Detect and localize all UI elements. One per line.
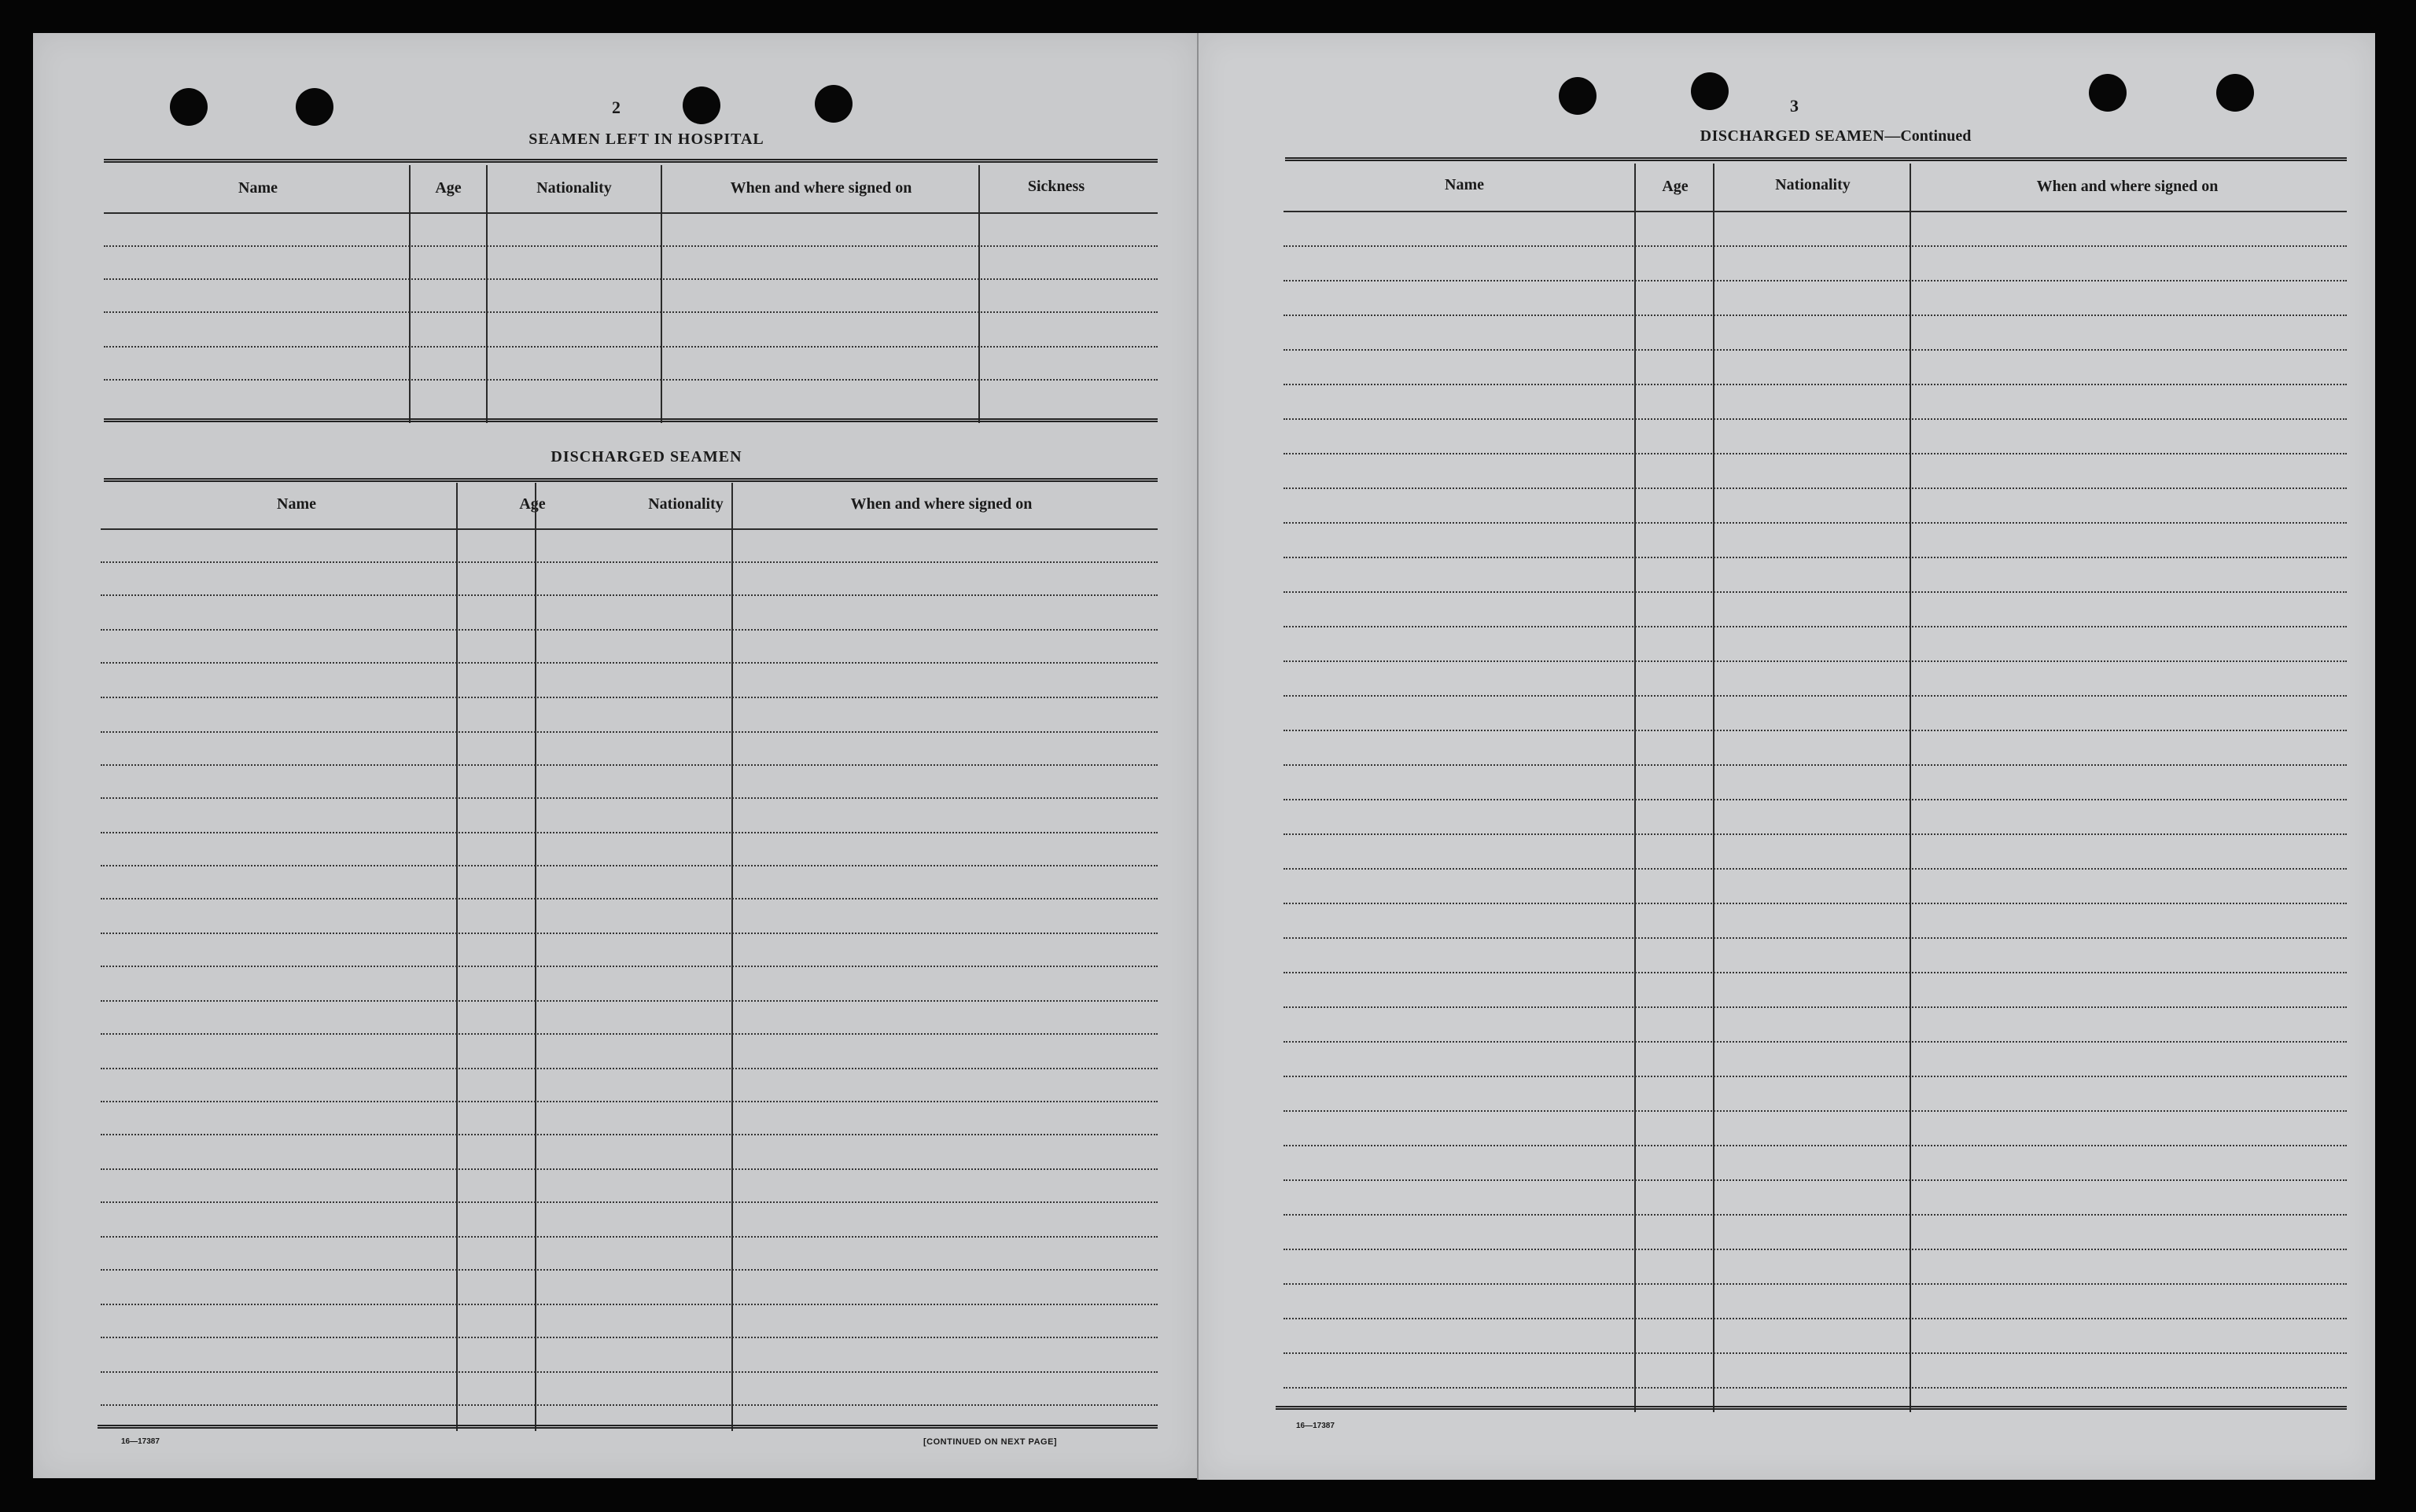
column-header-signed-on: When and where signed on <box>850 495 1033 513</box>
column-header-name: Name <box>277 495 316 513</box>
column-header-nationality: Nationality <box>648 495 724 513</box>
column-header-age: Age <box>519 495 546 513</box>
continued-note: [CONTINUED ON NEXT PAGE] <box>923 1437 1058 1447</box>
column-header-signed-on: When and where signed on <box>730 179 912 197</box>
column-header-nationality: Nationality <box>1775 176 1851 193</box>
column-header-age: Age <box>435 179 462 197</box>
punch-hole <box>170 88 208 126</box>
column-header-signed-on: When and where signed on <box>2036 178 2219 195</box>
page-number: 3 <box>1790 96 1799 116</box>
punch-hole <box>1691 72 1729 110</box>
column-header-name: Name <box>238 179 278 197</box>
table-top-rule <box>104 159 1158 163</box>
discharged-continued-title <box>1529 127 2142 145</box>
form-number: 16—17387 <box>121 1437 160 1446</box>
right-form-page <box>1199 33 2375 1480</box>
punch-hole <box>1559 77 1597 115</box>
page-number: 2 <box>612 97 621 117</box>
column-header-name: Name <box>1445 176 1484 193</box>
column-header-nationality: Nationality <box>536 179 612 197</box>
hospital-section-title: SEAMEN LEFT IN HOSPITAL <box>528 131 764 148</box>
punch-hole <box>815 85 853 123</box>
column-header-sickness: Sickness <box>1027 178 1085 195</box>
column-header-age: Age <box>1662 178 1689 195</box>
left-form-page <box>33 33 1197 1478</box>
form-number: 16—17387 <box>1296 1422 1335 1430</box>
punch-hole <box>683 86 720 124</box>
section-title-main: DISCHARGED SEAMEN <box>1700 127 1885 145</box>
punch-hole <box>2216 74 2254 112</box>
section-title-suffix: —Continued <box>1884 127 1972 145</box>
discharged-section-title: DISCHARGED SEAMEN <box>551 448 742 465</box>
punch-hole <box>2089 74 2127 112</box>
punch-hole <box>296 88 333 126</box>
